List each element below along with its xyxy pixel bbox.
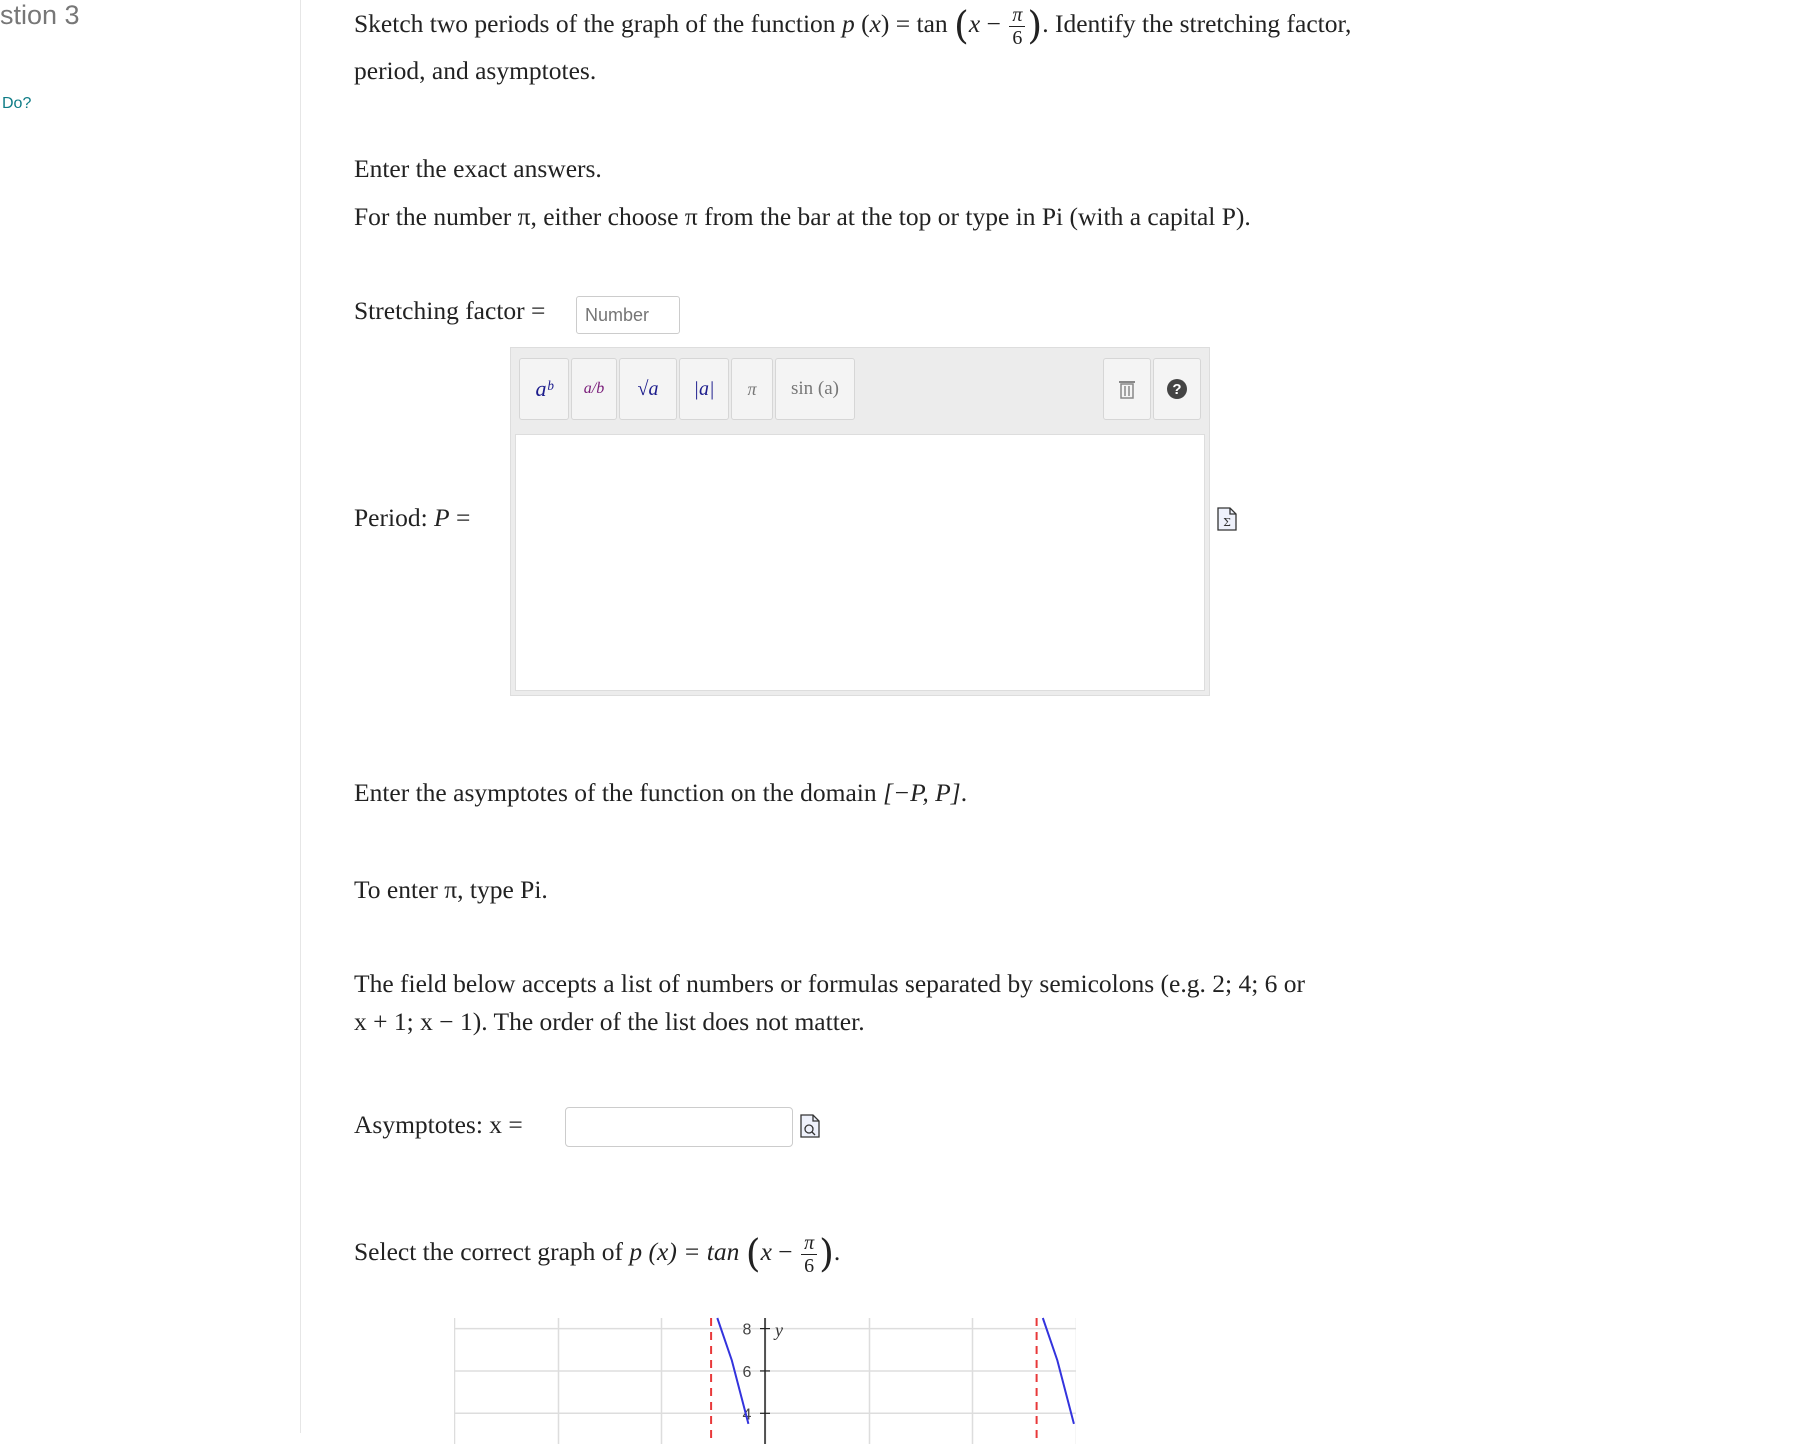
intro-line-2: period, and asymptotes. bbox=[354, 56, 597, 85]
sin-button[interactable]: sin (a) bbox=[775, 358, 855, 420]
fraction-button[interactable]: a/b bbox=[571, 358, 617, 420]
math-editor bbox=[510, 347, 1210, 696]
period-label: Period: P = bbox=[354, 503, 471, 532]
y-axis-label: y bbox=[775, 1320, 783, 1340]
power-button[interactable]: aᵇ bbox=[519, 358, 569, 420]
graph-question: Select the correct graph of p (x) = tan (x − $\frac{\pi}{6}$ ). bbox=[354, 1231, 841, 1277]
y-tick-label: 4 bbox=[742, 1406, 752, 1424]
func-name: p bbox=[841, 9, 855, 38]
abs-button[interactable]: |a| bbox=[679, 358, 729, 420]
trash-icon bbox=[1117, 378, 1137, 400]
asym-label: Asymptotes: x = bbox=[354, 1110, 523, 1139]
pi-note: For the number π, either choose π from the bar at the top or type in Pi (with a capital P). bbox=[354, 202, 1251, 231]
paren-var: x bbox=[968, 9, 981, 38]
formula-doc-icon[interactable] bbox=[1217, 507, 1237, 531]
help-button[interactable] bbox=[1153, 358, 1201, 420]
stretch-input[interactable] bbox=[576, 296, 680, 334]
pi-over-six: $\frac{\pi}{6}$ bbox=[1009, 4, 1025, 49]
sidebar bbox=[0, 0, 301, 1433]
question-title: stion 3 bbox=[0, 0, 80, 30]
pi-button[interactable]: π bbox=[731, 358, 773, 420]
sqrt-button[interactable]: √a bbox=[619, 358, 677, 420]
stretch-label: Stretching factor = bbox=[354, 296, 546, 325]
svg-text:?: ? bbox=[1172, 381, 1182, 398]
preview-doc-icon[interactable] bbox=[800, 1114, 820, 1138]
tan-text: tan bbox=[916, 9, 948, 38]
asymptotes-input[interactable] bbox=[565, 1107, 793, 1147]
editor-input-area[interactable] bbox=[515, 434, 1205, 691]
y-tick-label: 6 bbox=[742, 1363, 752, 1381]
intro-tail: . Identify the stretching factor, bbox=[1042, 9, 1352, 38]
trash-button[interactable] bbox=[1103, 358, 1151, 420]
y-tick-label: 8 bbox=[742, 1321, 752, 1339]
asym-domain-text: Enter the asymptotes of the function on the domain [−P, P]. bbox=[354, 778, 968, 807]
pi-tip: To enter π, type Pi. bbox=[354, 875, 548, 904]
help-link[interactable]: Do? bbox=[2, 95, 32, 112]
list-note-2: x + 1; x − 1). The order of the list does not matter. bbox=[354, 1007, 865, 1036]
list-note-1: The field below accepts a list of numbers or formulas separated by semicolons (e.g. 2; 4; 6 or bbox=[354, 969, 1306, 998]
help-icon bbox=[1166, 378, 1188, 400]
exact-note: Enter the exact answers. bbox=[354, 154, 602, 183]
intro-text: Sketch two periods of the graph of the function bbox=[354, 9, 836, 38]
svg-text:Σ: Σ bbox=[1223, 516, 1231, 529]
intro-paragraph: Sketch two periods of the graph of the function p (x) = tan (x − $\frac{\pi}{6}$ ). Identify the stretching factor, bbox=[354, 3, 1352, 49]
func-var: x bbox=[869, 9, 881, 38]
editor-toolbar bbox=[511, 348, 1209, 432]
graph-option[interactable] bbox=[454, 1314, 1076, 1444]
